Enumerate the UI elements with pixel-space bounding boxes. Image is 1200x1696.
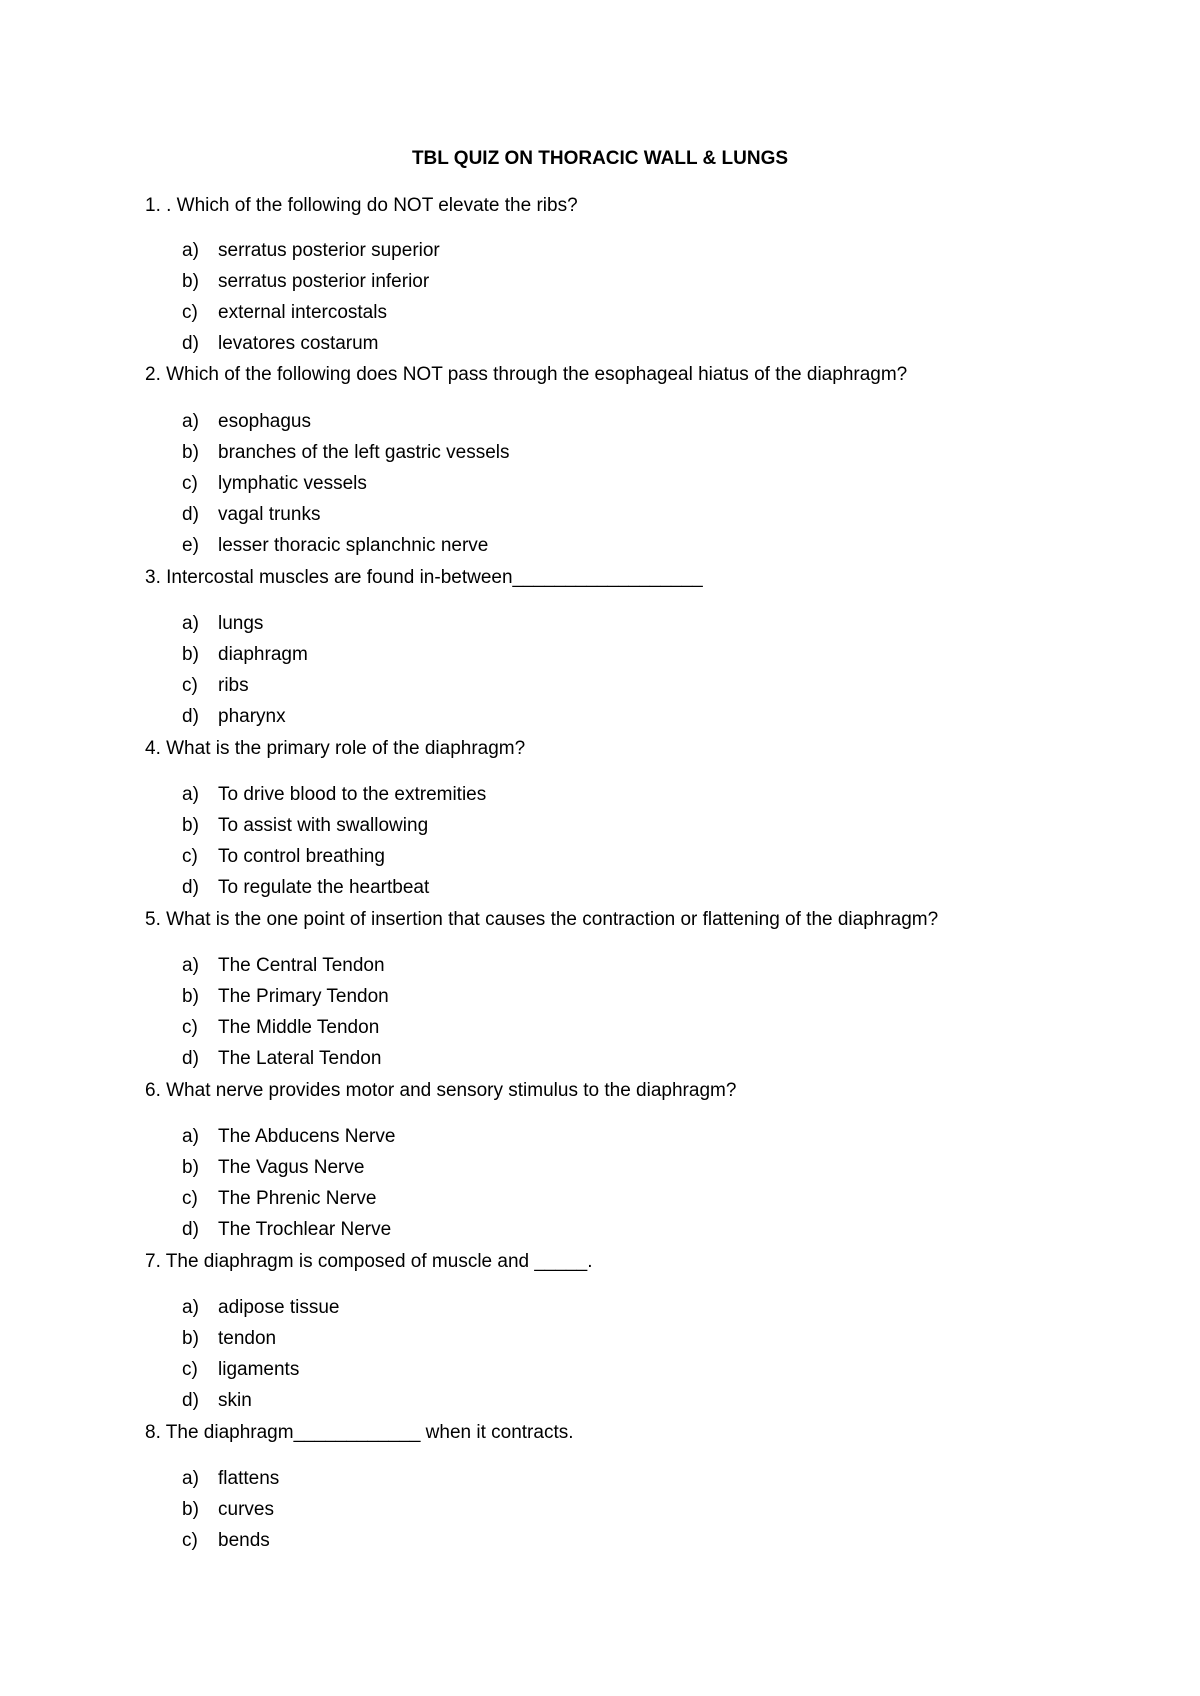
option-letter: c) xyxy=(182,1017,198,1038)
option-text: The Vagus Nerve xyxy=(218,1157,365,1178)
option-letter: a) xyxy=(182,1468,199,1489)
option-text: diaphragm xyxy=(218,644,308,665)
option-letter: a) xyxy=(182,784,199,805)
option-1c xyxy=(182,300,387,326)
option-5a xyxy=(182,953,385,979)
option-text: serratus posterior superior xyxy=(218,240,440,261)
option-text: external intercostals xyxy=(218,302,387,323)
option-text: The Primary Tendon xyxy=(218,986,389,1007)
option-8b xyxy=(182,1497,274,1523)
option-1b xyxy=(182,269,429,295)
question-8: 8. The diaphragm____________ when it contracts. xyxy=(145,1422,574,1443)
option-2d xyxy=(182,502,320,528)
option-2a xyxy=(182,409,311,435)
option-4b xyxy=(182,813,428,839)
option-text: The Phrenic Nerve xyxy=(218,1188,377,1209)
page-title: TBL QUIZ ON THORACIC WALL & LUNGS xyxy=(411,148,789,169)
option-text: ribs xyxy=(218,675,249,696)
option-8a xyxy=(182,1466,279,1492)
option-text: To control breathing xyxy=(218,846,385,867)
option-letter: c) xyxy=(182,473,198,494)
question-2: 2. Which of the following does NOT pass through the esophageal hiatus of the diaphragm? xyxy=(145,364,908,385)
question-6: 6. What nerve provides motor and sensory stimulus to the diaphragm? xyxy=(145,1080,737,1101)
question-1: 1. . Which of the following do NOT elevate the ribs? xyxy=(145,195,578,216)
option-5b xyxy=(182,984,389,1010)
option-6c xyxy=(182,1186,376,1212)
option-text: To drive blood to the extremities xyxy=(218,784,487,805)
option-text: lesser thoracic splanchnic nerve xyxy=(218,535,489,556)
option-letter: e) xyxy=(182,535,199,556)
question-3: 3. Intercostal muscles are found in-between__________________ xyxy=(145,567,703,588)
option-text: ligaments xyxy=(218,1359,300,1380)
option-letter: a) xyxy=(182,1126,199,1147)
option-6a xyxy=(182,1124,395,1150)
option-6b xyxy=(182,1155,364,1181)
option-7c xyxy=(182,1357,299,1383)
option-2b xyxy=(182,440,509,466)
option-letter: c) xyxy=(182,1188,198,1209)
option-letter: c) xyxy=(182,1359,198,1380)
option-letter: a) xyxy=(182,955,199,976)
option-letter: c) xyxy=(182,846,198,867)
option-letter: a) xyxy=(182,613,199,634)
option-text: adipose tissue xyxy=(218,1297,340,1318)
option-letter: b) xyxy=(182,1157,199,1178)
option-text: tendon xyxy=(218,1328,277,1349)
option-text: To assist with swallowing xyxy=(218,815,429,836)
option-2e xyxy=(182,533,488,559)
option-4c xyxy=(182,844,385,870)
option-letter: d) xyxy=(182,706,199,727)
option-4d xyxy=(182,875,429,901)
option-text: To regulate the heartbeat xyxy=(218,877,430,898)
option-text: lungs xyxy=(218,613,264,634)
option-3a xyxy=(182,611,263,637)
option-text: skin xyxy=(218,1390,252,1411)
option-letter: a) xyxy=(182,411,199,432)
option-5d xyxy=(182,1046,381,1072)
option-7a xyxy=(182,1295,339,1321)
option-text: The Abducens Nerve xyxy=(218,1126,396,1147)
option-letter: c) xyxy=(182,302,198,323)
option-3b xyxy=(182,642,308,668)
option-1a xyxy=(182,238,440,264)
option-letter: b) xyxy=(182,1499,199,1520)
option-letter: c) xyxy=(182,675,198,696)
question-5: 5. What is the one point of insertion that causes the contraction or flattening of the diaphragm? xyxy=(145,909,939,930)
option-text: lymphatic vessels xyxy=(218,473,367,494)
option-text: vagal trunks xyxy=(218,504,321,525)
option-letter: b) xyxy=(182,1328,199,1349)
option-letter: b) xyxy=(182,815,199,836)
question-7: 7. The diaphragm is composed of muscle and _____. xyxy=(145,1251,593,1272)
option-5c xyxy=(182,1015,379,1041)
option-letter: b) xyxy=(182,644,199,665)
option-text: The Middle Tendon xyxy=(218,1017,380,1038)
option-text: esophagus xyxy=(218,411,311,432)
option-text: The Trochlear Nerve xyxy=(218,1219,392,1240)
option-3d xyxy=(182,704,286,730)
option-6d xyxy=(182,1217,391,1243)
option-4a xyxy=(182,782,486,808)
option-letter: b) xyxy=(182,442,199,463)
question-4: 4. What is the primary role of the diaphragm? xyxy=(145,738,526,759)
option-1d xyxy=(182,331,379,357)
option-8c xyxy=(182,1528,270,1554)
option-7d xyxy=(182,1388,252,1414)
option-3c xyxy=(182,673,249,699)
option-letter: d) xyxy=(182,504,199,525)
option-text: curves xyxy=(218,1499,274,1520)
option-letter: b) xyxy=(182,271,199,292)
option-7b xyxy=(182,1326,276,1352)
option-letter: c) xyxy=(182,1530,198,1551)
option-text: bends xyxy=(218,1530,270,1551)
option-letter: d) xyxy=(182,1390,199,1411)
option-text: The Central Tendon xyxy=(218,955,385,976)
option-text: pharynx xyxy=(218,706,286,727)
option-text: flattens xyxy=(218,1468,280,1489)
option-text: The Lateral Tendon xyxy=(218,1048,382,1069)
option-2c xyxy=(182,471,367,497)
option-letter: d) xyxy=(182,1219,199,1240)
option-letter: a) xyxy=(182,1297,199,1318)
option-text: serratus posterior inferior xyxy=(218,271,430,292)
option-letter: d) xyxy=(182,333,199,354)
option-text: branches of the left gastric vessels xyxy=(218,442,510,463)
option-letter: d) xyxy=(182,877,199,898)
option-letter: d) xyxy=(182,1048,199,1069)
option-letter: b) xyxy=(182,986,199,1007)
option-text: levatores costarum xyxy=(218,333,379,354)
option-letter: a) xyxy=(182,240,199,261)
